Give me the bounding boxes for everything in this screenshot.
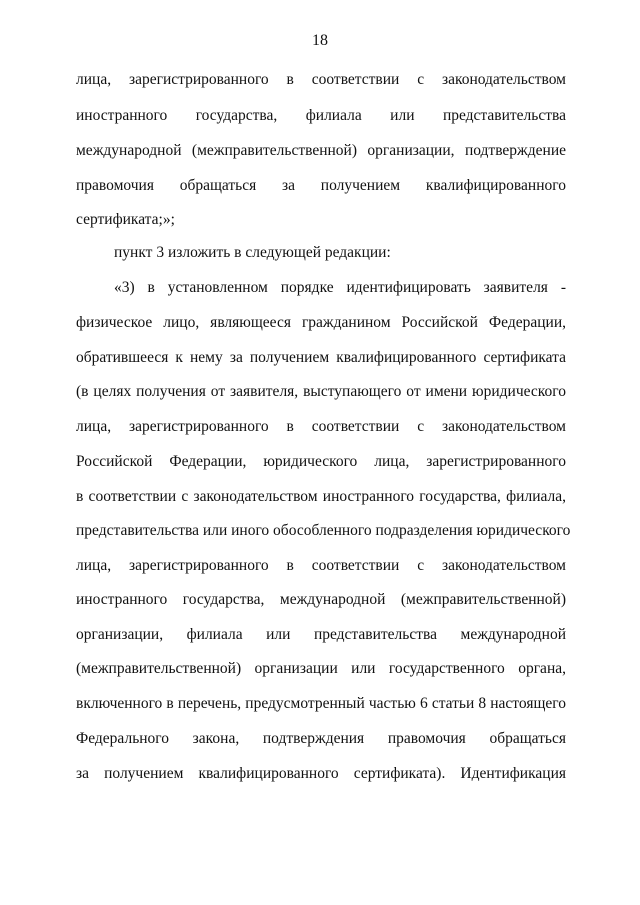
paragraph-line: «3) в установленном порядке идентифицировать заявителя - xyxy=(114,279,566,296)
text-line: международной (межправительственной) организации, подтверждение xyxy=(76,142,566,159)
text-line: правомочия обращаться за получением квалифицированного xyxy=(76,177,566,194)
text-line: включенного в перечень, предусмотренный частью 6 статьи 8 настоящего xyxy=(76,695,566,712)
text-line: Российской Федерации, юридического лица, зарегистрированного xyxy=(76,453,566,470)
text-line: (межправительственной) организации или государственного органа, xyxy=(76,660,566,677)
text-line: (в целях получения от заявителя, выступающего от имени юридического xyxy=(76,383,566,400)
text-line: Федерального закона, подтверждения правомочия обращаться xyxy=(76,730,566,747)
text-line: обратившееся к нему за получением квалифицированного сертификата xyxy=(76,349,566,366)
text-line: лица, зарегистрированного в соответствии с законодательством xyxy=(76,557,566,574)
text-line: организации, филиала или представительства международной xyxy=(76,626,566,643)
text-line: лица, зарегистрированного в соответствии с законодательством xyxy=(76,418,566,435)
text-line: иностранного государства, филиала или представительства xyxy=(76,107,566,124)
text-line: физическое лицо, являющееся гражданином Российской Федерации, xyxy=(76,314,566,331)
text-line: представительства или иного обособленного подразделения юридического xyxy=(76,522,571,539)
text-line: в соответствии с законодательством иностранного государства, филиала, xyxy=(76,488,566,505)
text-line: за получением квалифицированного сертификата). Идентификация xyxy=(76,765,566,782)
text-line: лица, зарегистрированного в соответствии с законодательством xyxy=(76,71,566,88)
text-line: сертификата;»; xyxy=(76,211,175,228)
page-number: 18 xyxy=(312,32,328,49)
text-line: иностранного государства, международной (межправительственной) xyxy=(76,591,566,608)
paragraph-line: пункт 3 изложить в следующей редакции: xyxy=(114,244,391,261)
